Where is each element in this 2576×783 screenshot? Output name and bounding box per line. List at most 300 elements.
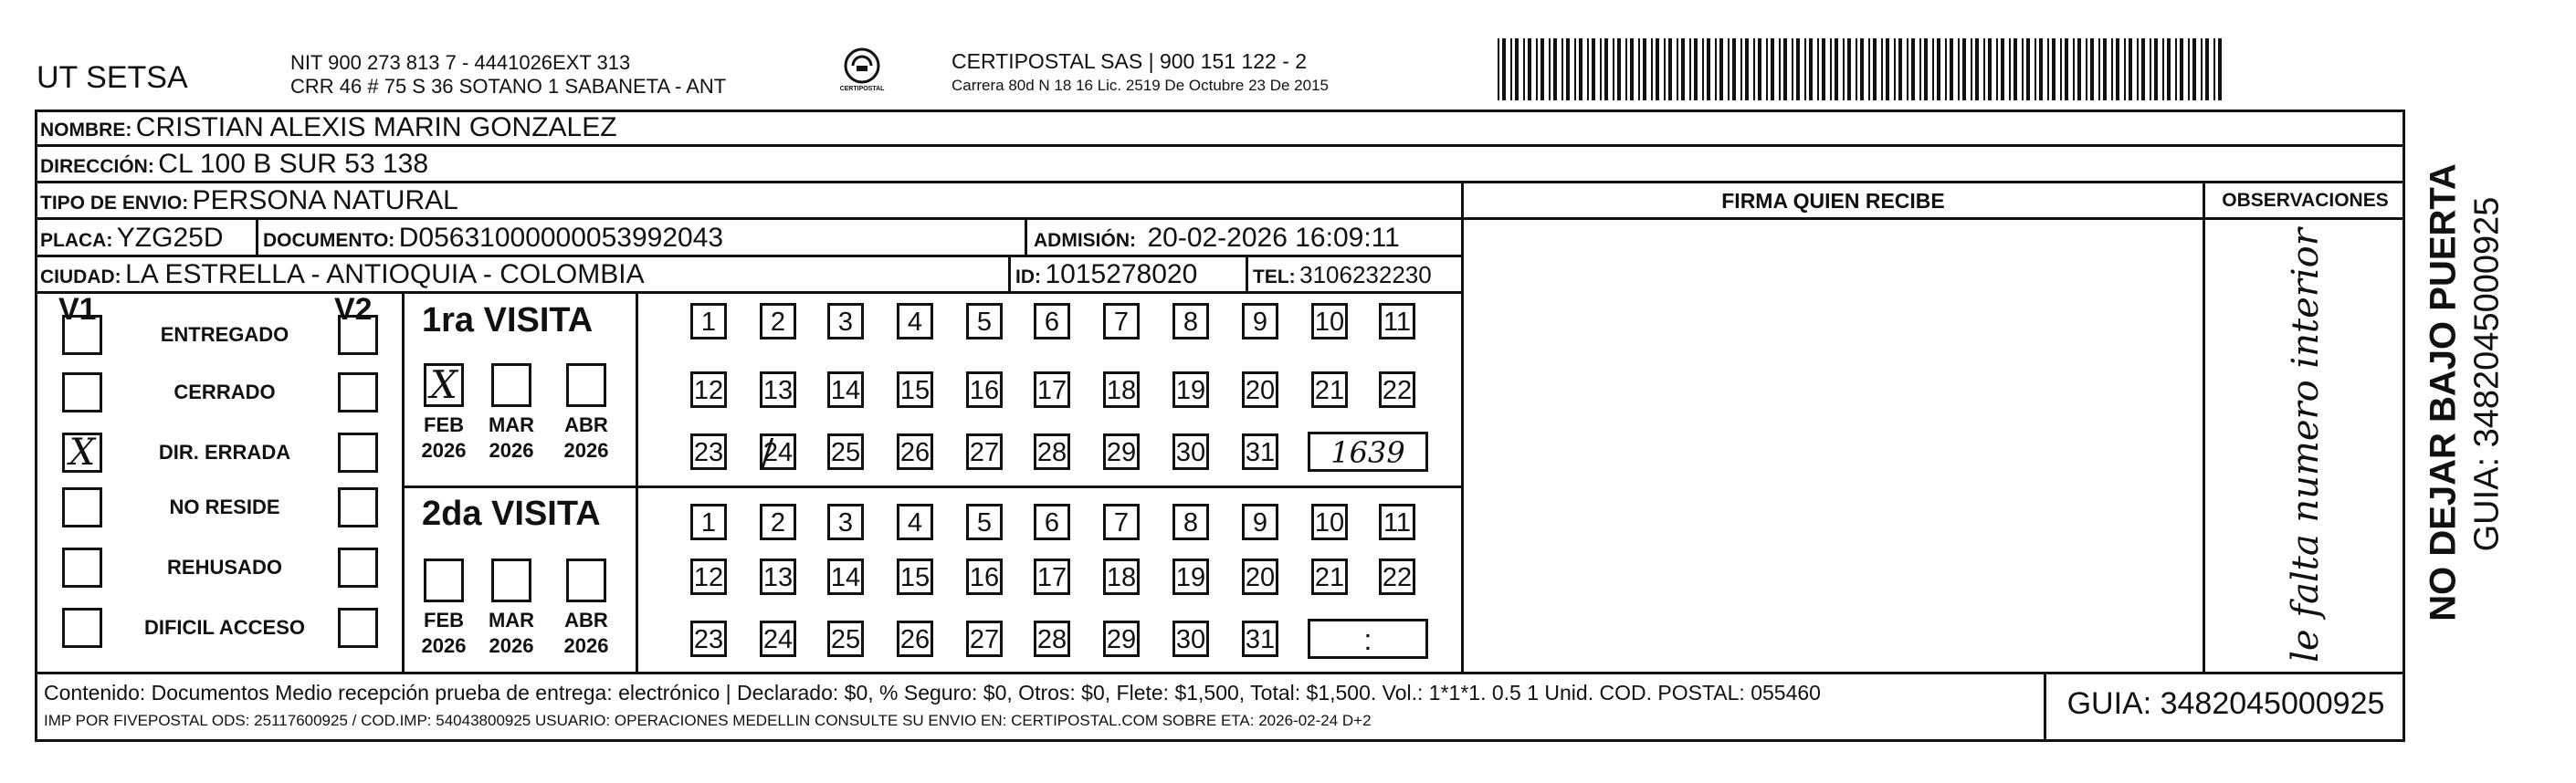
- documento-value: D05631000000053992043: [398, 223, 724, 253]
- barcode-bar: [1886, 38, 1889, 100]
- barcode-bar: [1919, 38, 1921, 100]
- ciudad-label: CIUDAD:: [40, 266, 121, 287]
- v1-header: V1: [58, 292, 97, 327]
- barcode-bar: [1860, 38, 1864, 100]
- barcode-bar: [1847, 38, 1851, 100]
- barcode-bar: [1719, 38, 1723, 100]
- admision-label: ADMISIÓN:: [1034, 230, 1136, 251]
- day-box[interactable]: [760, 371, 796, 408]
- day-box[interactable]: [1034, 303, 1070, 339]
- month-label: [416, 608, 471, 659]
- barcode-bar: [1523, 38, 1525, 100]
- barcode-bar: [1809, 38, 1813, 100]
- day-box[interactable]: [1172, 371, 1209, 408]
- day-number: 19: [1175, 376, 1206, 405]
- barcode-bar: [1681, 38, 1685, 100]
- nombre-label: NOMBRE:: [40, 120, 132, 141]
- barcode-bar: [2039, 38, 2043, 100]
- day-box[interactable]: [1379, 504, 1415, 540]
- v1-checkbox[interactable]: [62, 548, 102, 588]
- barcode-bar: [2060, 38, 2062, 100]
- month-year: 2026: [563, 439, 609, 462]
- day-number: 31: [1245, 438, 1276, 467]
- day-box[interactable]: [1242, 303, 1278, 339]
- barcode-bar: [1868, 38, 1870, 100]
- firma-header: FIRMA QUIEN RECIBE: [1721, 189, 1945, 213]
- day-number: 15: [899, 563, 931, 592]
- admision-cell: [1034, 221, 1400, 260]
- day-number: 30: [1175, 625, 1206, 654]
- day-number: 17: [1036, 563, 1067, 592]
- day-number: 17: [1036, 376, 1067, 405]
- day-number: 13: [762, 376, 794, 405]
- barcode-bar: [1971, 38, 1972, 100]
- barcode-bar: [2009, 38, 2011, 100]
- day-box[interactable]: [897, 433, 933, 470]
- barcode-bar: [1728, 38, 1730, 100]
- day-number: 11: [1383, 508, 1412, 538]
- barcode-bar: [1707, 38, 1710, 100]
- barcode-bar: [1574, 38, 1576, 100]
- barcode-bar: [2077, 38, 2081, 100]
- barcode-bar: [2065, 38, 2068, 100]
- day-box[interactable]: [827, 504, 864, 540]
- day-box[interactable]: [827, 559, 864, 595]
- barcode-bar: [1587, 38, 1589, 100]
- day-number: 31: [1245, 625, 1276, 654]
- day-number: 4: [907, 508, 923, 538]
- direccion-row: [40, 148, 428, 185]
- direccion-label: DIRECCIÓN:: [40, 156, 154, 177]
- barcode-bar: [2001, 38, 2004, 100]
- day-box[interactable]: [1034, 504, 1070, 540]
- month-checkbox[interactable]: [491, 559, 531, 602]
- day-box[interactable]: [1103, 303, 1140, 339]
- barcode-bar: [1651, 38, 1653, 100]
- id-cell: [1015, 257, 1197, 297]
- barcode-bar: [2213, 38, 2215, 100]
- barcode-bar: [2090, 38, 2094, 100]
- barcode-bar: [1664, 38, 1666, 100]
- barcode-bar: [2035, 38, 2036, 100]
- tel-cell: [1253, 257, 1432, 297]
- month-label: [484, 412, 539, 464]
- barcode-bar: [1758, 38, 1761, 100]
- nit-line: NIT 900 273 813 7 - 4441026EXT 313: [290, 51, 631, 74]
- month-name: ABR: [564, 413, 608, 436]
- month-name: MAR: [488, 609, 535, 632]
- barcode-bar: [1771, 38, 1774, 100]
- day-box[interactable]: [966, 371, 1003, 408]
- day-box[interactable]: [1311, 559, 1348, 595]
- month-checkbox[interactable]: [566, 363, 606, 407]
- day-number: 24: [762, 438, 794, 467]
- barcode-bar: [2052, 38, 2056, 100]
- visit-title: 1ra VISITA: [422, 301, 594, 339]
- v1-checkbox[interactable]: [62, 433, 102, 473]
- day-number: 22: [1382, 376, 1413, 405]
- day-box[interactable]: [1311, 303, 1348, 339]
- v2-checkbox[interactable]: [338, 608, 378, 648]
- day-box[interactable]: [827, 371, 864, 408]
- month-checkbox[interactable]: [424, 363, 464, 407]
- barcode-bar: [1656, 38, 1659, 100]
- barcode-bar: [1962, 38, 1966, 100]
- side-no-dejar: NO DEJAR BAJO PUERTA: [2423, 163, 2464, 621]
- day-box[interactable]: [1103, 504, 1140, 540]
- barcode-bar: [1894, 38, 1896, 100]
- day-number: 14: [830, 563, 861, 592]
- tipo-envio-label: TIPO DE ENVIO:: [40, 193, 189, 214]
- day-number: 9: [1252, 508, 1268, 538]
- barcode-bar: [2098, 38, 2100, 100]
- tipo-envio-value: PERSONA NATURAL: [192, 185, 458, 215]
- status-label: CERRADO: [173, 381, 276, 403]
- month-checkbox[interactable]: [424, 559, 464, 602]
- barcode-bar: [2026, 38, 2030, 100]
- barcode-bar: [1540, 38, 1544, 100]
- day-number: 3: [837, 508, 854, 538]
- observaciones-note: le falta numero interior: [2285, 228, 2327, 663]
- month-year: 2026: [489, 634, 534, 657]
- status-label: ENTREGADO: [160, 323, 289, 346]
- barcode-bar: [1604, 38, 1608, 100]
- day-box[interactable]: [966, 433, 1003, 470]
- day-box[interactable]: [1311, 371, 1348, 408]
- day-box[interactable]: [1379, 559, 1415, 595]
- day-box[interactable]: [760, 303, 796, 339]
- barcode-bar: [1600, 38, 1602, 100]
- day-box[interactable]: [1242, 433, 1278, 470]
- v2-checkbox[interactable]: [338, 433, 378, 473]
- logo-text: CERTIPOSTAL: [839, 86, 885, 92]
- barcode-bar: [2141, 38, 2145, 100]
- month-name: FEB: [424, 413, 464, 436]
- barcode-bar: [1766, 38, 1768, 100]
- barcode-bar: [1779, 38, 1781, 100]
- day-box[interactable]: [827, 433, 864, 470]
- day-number: 25: [830, 625, 861, 654]
- barcode-bar: [1638, 38, 1640, 100]
- barcode-bar: [1566, 38, 1570, 100]
- v2-checkbox[interactable]: [338, 372, 378, 412]
- time-box[interactable]: [1308, 619, 1428, 659]
- placa-label: PLACA:: [40, 230, 113, 251]
- day-number: 1: [700, 508, 717, 538]
- day-number: 21: [1314, 376, 1345, 405]
- day-number: 18: [1106, 376, 1137, 405]
- day-box[interactable]: [1172, 504, 1209, 540]
- barcode-bar: [1958, 38, 1960, 100]
- v2-checkbox[interactable]: [338, 315, 378, 355]
- day-number: 16: [969, 376, 1000, 405]
- admision-value: 20-02-2026 16:09:11: [1147, 223, 1400, 253]
- certipostal-line-2: Carrera 80d N 18 16 Lic. 2519 De Octubre 23 De 2015: [952, 77, 1329, 94]
- day-box[interactable]: [1379, 371, 1415, 408]
- barcode-bar: [1732, 38, 1736, 100]
- day-number: 28: [1036, 625, 1067, 654]
- month-label: [416, 412, 471, 464]
- status-label: DIR. ERRADA: [158, 441, 291, 464]
- day-box[interactable]: [1034, 559, 1070, 595]
- v1-checkbox[interactable]: [62, 315, 102, 355]
- time-value: :: [1363, 623, 1372, 656]
- day-number: 2: [770, 508, 786, 538]
- day-number: 11: [1383, 308, 1412, 337]
- barcode-bar: [1677, 38, 1678, 100]
- day-box[interactable]: [897, 504, 933, 540]
- barcode-bar: [1898, 38, 1902, 100]
- barcode-bar: [2129, 38, 2132, 100]
- month-checkbox[interactable]: [491, 363, 531, 407]
- barcode-bar: [1617, 38, 1621, 100]
- barcode-bar: [1996, 38, 1998, 100]
- month-year: 2026: [489, 439, 534, 462]
- barcode: [1498, 38, 2228, 100]
- month-year: 2026: [563, 634, 609, 657]
- month-checkbox[interactable]: [566, 559, 606, 602]
- id-value: 1015278020: [1045, 259, 1198, 289]
- barcode-bar: [1502, 38, 1506, 100]
- day-number: 27: [969, 438, 1000, 467]
- day-box[interactable]: [966, 559, 1003, 595]
- day-box[interactable]: [1172, 621, 1209, 657]
- day-box[interactable]: [1172, 433, 1209, 470]
- barcode-bar: [1817, 38, 1819, 100]
- day-number: 12: [693, 563, 724, 592]
- day-number: 16: [969, 563, 1000, 592]
- day-number: 4: [907, 308, 923, 337]
- placa-cell: [40, 221, 224, 260]
- day-box[interactable]: [827, 621, 864, 657]
- day-box[interactable]: [760, 621, 796, 657]
- direccion-value: CL 100 B SUR 53 138: [158, 149, 429, 179]
- day-box[interactable]: [1311, 504, 1348, 540]
- v2-checkbox[interactable]: [338, 548, 378, 588]
- month-label: [559, 608, 614, 659]
- day-box[interactable]: [1103, 559, 1140, 595]
- day-number: 25: [830, 438, 861, 467]
- barcode-bar: [2047, 38, 2049, 100]
- v2-checkbox[interactable]: [338, 487, 378, 527]
- barcode-bar: [1561, 38, 1563, 100]
- day-number: 26: [899, 438, 931, 467]
- day-box[interactable]: [690, 621, 727, 657]
- day-box[interactable]: [897, 559, 933, 595]
- month-year: 2026: [421, 634, 467, 657]
- day-box[interactable]: [1172, 303, 1209, 339]
- status-label: DIFICIL ACCESO: [143, 616, 305, 639]
- v1-mark: X: [68, 432, 96, 474]
- barcode-bar: [2188, 38, 2190, 100]
- month-year: 2026: [421, 439, 467, 462]
- nombre-value: CRISTIAN ALEXIS MARIN GONZALEZ: [135, 112, 617, 142]
- barcode-bar: [1579, 38, 1582, 100]
- barcode-bar: [1592, 38, 1595, 100]
- barcode-bar: [1975, 38, 1979, 100]
- barcode-bar: [1983, 38, 1985, 100]
- footer-guia: GUIA: 3482045000925: [2066, 686, 2385, 721]
- day-box[interactable]: [1103, 433, 1140, 470]
- day-number: 20: [1245, 376, 1276, 405]
- barcode-bar: [1830, 38, 1832, 100]
- month-name: MAR: [488, 413, 535, 436]
- day-box[interactable]: [1242, 371, 1278, 408]
- day-number: 10: [1314, 308, 1345, 337]
- barcode-bar: [2218, 38, 2222, 100]
- nombre-row: [40, 111, 617, 149]
- day-box[interactable]: [1034, 433, 1070, 470]
- barcode-bar: [1515, 38, 1519, 100]
- day-box[interactable]: [690, 559, 727, 595]
- month-name: ABR: [564, 609, 608, 632]
- day-box[interactable]: [966, 621, 1003, 657]
- day-box[interactable]: [1242, 621, 1278, 657]
- day-number: 5: [976, 508, 993, 538]
- time-box[interactable]: [1308, 432, 1428, 472]
- day-box[interactable]: [897, 371, 933, 408]
- v1-checkbox[interactable]: [62, 487, 102, 527]
- day-number: 23: [693, 625, 724, 654]
- day-number: 9: [1252, 308, 1268, 337]
- barcode-bar: [1668, 38, 1672, 100]
- barcode-bar: [1694, 38, 1698, 100]
- observaciones-header: OBSERVACIONES: [2222, 190, 2389, 211]
- day-number: 24: [762, 625, 794, 654]
- day-number: 21: [1314, 563, 1345, 592]
- status-label: NO RESIDE: [169, 496, 280, 518]
- day-box[interactable]: [690, 371, 727, 408]
- day-box[interactable]: [690, 433, 727, 470]
- day-number: 27: [969, 625, 1000, 654]
- barcode-bar: [1843, 38, 1845, 100]
- time-value: 1639: [1330, 435, 1405, 470]
- barcode-bar: [1536, 38, 1538, 100]
- day-box[interactable]: [1034, 621, 1070, 657]
- day-box[interactable]: [1242, 559, 1278, 595]
- barcode-bar: [2154, 38, 2158, 100]
- day-number: 3: [837, 308, 854, 337]
- day-box[interactable]: [1103, 621, 1140, 657]
- day-number: 6: [1044, 308, 1060, 337]
- barcode-bar: [1950, 38, 1953, 100]
- barcode-bar: [1907, 38, 1908, 100]
- barcode-bar: [1740, 38, 1742, 100]
- barcode-bar: [2086, 38, 2087, 100]
- company-name: UT SETSA: [37, 60, 188, 95]
- day-box[interactable]: [760, 433, 796, 470]
- barcode-bar: [1804, 38, 1806, 100]
- tipo-envio-row: [40, 184, 458, 222]
- barcode-bar: [2073, 38, 2075, 100]
- day-number: 7: [1113, 308, 1130, 337]
- id-label: ID:: [1015, 266, 1041, 287]
- day-box[interactable]: [1172, 559, 1209, 595]
- day-number: 23: [693, 438, 724, 467]
- footer-line-1: Contenido: Documentos Medio recepción prueba de entrega: electrónico | Declarado: $0, % Seguro: $0, Otros: $0, Flete: $1,500, Total: $1,500. Vol.: 1*1*1. 0.5 1 Unid. COD. POSTAL: 055460: [44, 681, 1821, 705]
- barcode-bar: [1553, 38, 1557, 100]
- barcode-bar: [2201, 38, 2203, 100]
- day-number: 12: [693, 376, 724, 405]
- barcode-bar: [1702, 38, 1704, 100]
- day-box[interactable]: [827, 303, 864, 339]
- barcode-bar: [1549, 38, 1551, 100]
- barcode-bar: [1856, 38, 1857, 100]
- day-box[interactable]: [1103, 371, 1140, 408]
- day-number: 26: [899, 625, 931, 654]
- barcode-bar: [1924, 38, 1928, 100]
- barcode-bar: [1873, 38, 1877, 100]
- certipostal-line-1: CERTIPOSTAL SAS | 900 151 122 - 2: [952, 49, 1308, 73]
- day-box[interactable]: [690, 504, 727, 540]
- ciudad-cell: [40, 257, 645, 297]
- documento-cell: [263, 221, 723, 260]
- barcode-bar: [1498, 38, 1499, 100]
- barcode-bar: [1835, 38, 1838, 100]
- day-box[interactable]: [1242, 504, 1278, 540]
- day-box[interactable]: [897, 303, 933, 339]
- day-number: 29: [1106, 438, 1137, 467]
- barcode-bar: [1932, 38, 1934, 100]
- day-box[interactable]: [1379, 303, 1415, 339]
- day-number: 2: [770, 308, 786, 337]
- barcode-bar: [2013, 38, 2017, 100]
- barcode-bar: [2022, 38, 2024, 100]
- tel-label: TEL:: [1253, 266, 1296, 287]
- barcode-bar: [1911, 38, 1915, 100]
- barcode-bar: [1613, 38, 1614, 100]
- barcode-bar: [1753, 38, 1755, 100]
- day-box[interactable]: [966, 504, 1003, 540]
- day-number: 15: [899, 376, 931, 405]
- barcode-bar: [1937, 38, 1940, 100]
- day-box[interactable]: [966, 303, 1003, 339]
- v1-checkbox[interactable]: [62, 372, 102, 412]
- barcode-bar: [1528, 38, 1531, 100]
- observaciones-handwriting: [2205, 219, 2405, 672]
- day-number: 22: [1382, 563, 1413, 592]
- side-guia: GUIA: 3482045000925: [2467, 196, 2507, 552]
- barcode-bar: [2150, 38, 2151, 100]
- barcode-bar: [1715, 38, 1717, 100]
- day-box[interactable]: [1034, 371, 1070, 408]
- v2-header: V2: [334, 292, 373, 327]
- barcode-bar: [1643, 38, 1646, 100]
- month-mark: X: [430, 362, 457, 407]
- day-number: 13: [762, 563, 794, 592]
- day-number: 8: [1183, 308, 1199, 337]
- day-box[interactable]: [690, 303, 727, 339]
- day-number: 20: [1245, 563, 1276, 592]
- barcode-bar: [2180, 38, 2183, 100]
- month-label: [559, 412, 614, 464]
- barcode-bar: [1945, 38, 1947, 100]
- day-number: 1: [700, 308, 717, 337]
- barcode-bar: [1630, 38, 1634, 100]
- barcode-bar: [1510, 38, 1512, 100]
- day-number: 5: [976, 308, 993, 337]
- tel-value: 3106232230: [1299, 261, 1432, 288]
- day-box[interactable]: [760, 504, 796, 540]
- month-label: [484, 608, 539, 659]
- barcode-bar: [2111, 38, 2113, 100]
- barcode-bar: [1988, 38, 1992, 100]
- day-number: 7: [1113, 508, 1130, 538]
- day-box[interactable]: [897, 621, 933, 657]
- visit-title: 2da VISITA: [422, 495, 601, 533]
- v1-checkbox[interactable]: [62, 608, 102, 648]
- day-box[interactable]: [760, 559, 796, 595]
